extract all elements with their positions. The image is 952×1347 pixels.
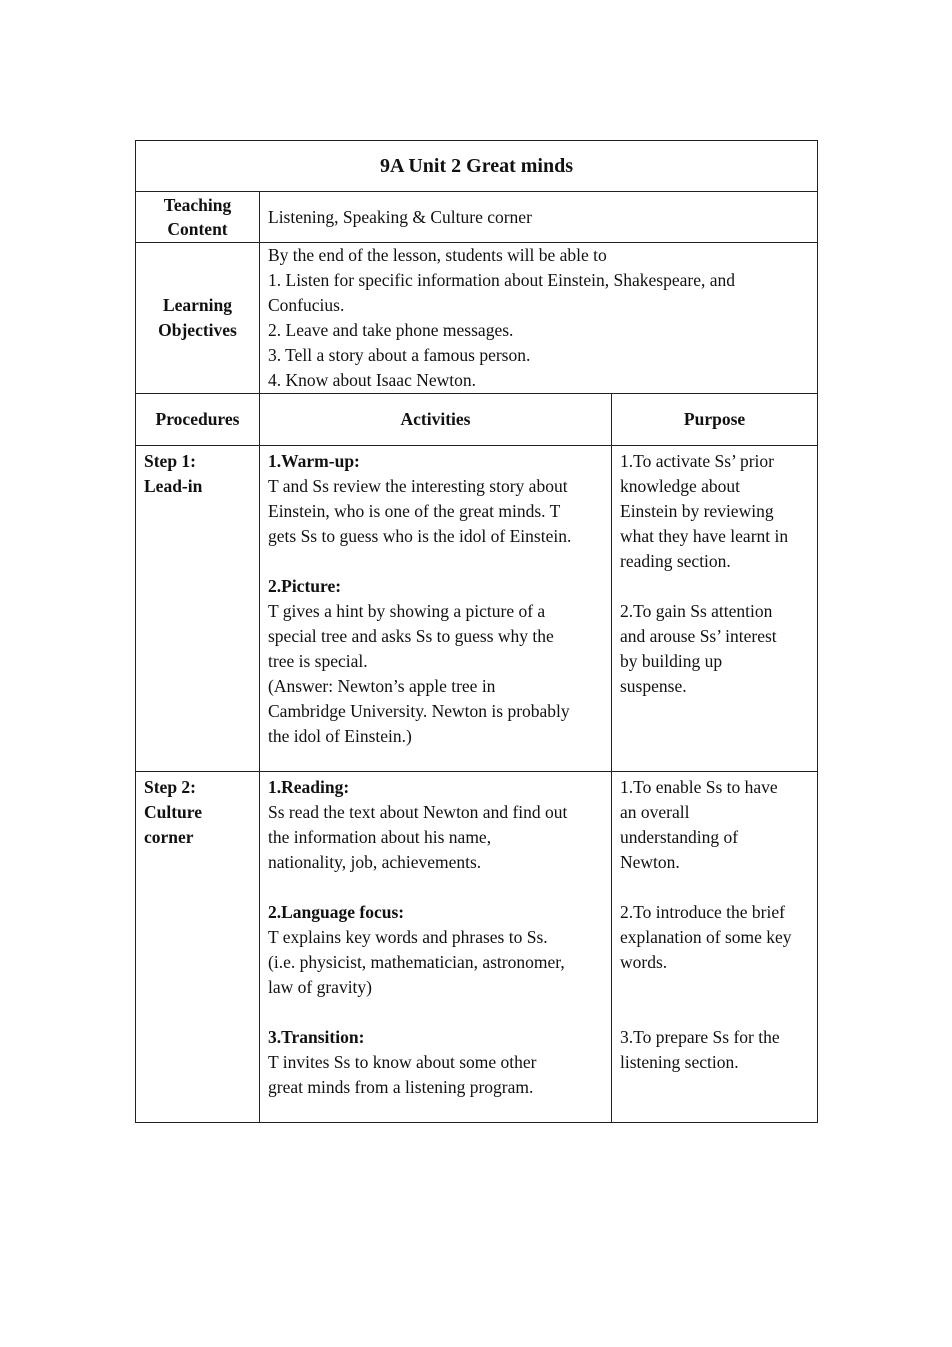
activity-line: Ss read the text about Newton and find out	[268, 802, 568, 822]
learning-objectives-label	[136, 243, 260, 394]
objective-line: 1. Listen for specific information about Einstein, Shakespeare, and	[268, 270, 736, 290]
activity-line: (Answer: Newton’s apple tree in	[268, 676, 496, 696]
purpose-line: and arouse Ss’ interest	[620, 626, 777, 646]
label-line: Content	[167, 219, 228, 239]
purpose-line: 2.To gain Ss attention	[620, 601, 773, 621]
step-2-activities	[260, 772, 612, 1123]
spacer	[268, 875, 603, 900]
objective-line: 2. Leave and take phone messages.	[268, 320, 514, 340]
step-1-activities	[260, 446, 612, 772]
purpose-line: Einstein by reviewing	[620, 501, 774, 521]
step-label-line: Culture	[144, 802, 203, 822]
purpose-line: 1.To activate Ss’ prior	[620, 451, 774, 471]
step-2-purposes	[612, 772, 818, 1123]
purpose-line: 2.To introduce the brief	[620, 902, 785, 922]
teaching-content-value: Listening, Speaking & Culture corner	[260, 192, 818, 243]
activity-heading: 2.Language focus:	[268, 902, 405, 922]
purpose-line: listening section.	[620, 1052, 739, 1072]
purpose-line: an overall	[620, 802, 690, 822]
activity-heading: 1.Warm-up:	[268, 451, 360, 471]
activity-line: (i.e. physicist, mathematician, astronomer,	[268, 952, 565, 972]
activity-line: T invites Ss to know about some other	[268, 1052, 537, 1072]
spacer	[268, 1000, 603, 1025]
purpose-line: by building up	[620, 651, 723, 671]
activity-line: Einstein, who is one of the great minds. T	[268, 501, 561, 521]
page-title: 9A Unit 2 Great minds	[136, 141, 818, 192]
spacer	[268, 549, 603, 574]
purpose-line: suspense.	[620, 676, 687, 696]
learning-objectives-list	[260, 243, 818, 394]
activity-line: T explains key words and phrases to Ss.	[268, 927, 548, 947]
objective-line: By the end of the lesson, students will be able to	[268, 245, 607, 265]
activity-line: T gives a hint by showing a picture of a	[268, 601, 546, 621]
activity-line: tree is special.	[268, 651, 368, 671]
step-1-label	[136, 446, 260, 772]
teaching-content-label	[136, 192, 260, 243]
purpose-line: reading section.	[620, 551, 731, 571]
purpose-line: what they have learnt in	[620, 526, 789, 546]
activities-header: Activities	[260, 394, 612, 446]
step-label-line: corner	[144, 827, 194, 847]
purpose-line: words.	[620, 952, 668, 972]
purpose-line: 3.To prepare Ss for the	[620, 1027, 780, 1047]
step-label-line: Step 1:	[144, 451, 197, 471]
header-row	[136, 394, 818, 446]
spacer	[620, 875, 809, 900]
activity-line: nationality, job, achievements.	[268, 852, 482, 872]
activity-line: the idol of Einstein.)	[268, 726, 412, 746]
spacer	[620, 1000, 809, 1025]
step-label-line: Lead-in	[144, 476, 203, 496]
activity-line: Cambridge University. Newton is probably	[268, 701, 570, 721]
teaching-content-row	[136, 192, 818, 243]
activity-line: great minds from a listening program.	[268, 1077, 534, 1097]
purpose-line: knowledge about	[620, 476, 741, 496]
step-1-purposes	[612, 446, 818, 772]
label-line: Objectives	[158, 320, 237, 340]
procedures-header: Procedures	[136, 394, 260, 446]
activity-line: law of gravity)	[268, 977, 372, 997]
activity-heading: 1.Reading:	[268, 777, 350, 797]
learning-objectives-row	[136, 243, 818, 394]
objective-line: Confucius.	[268, 295, 345, 315]
purpose-line: understanding of	[620, 827, 739, 847]
activity-line: the information about his name,	[268, 827, 492, 847]
purpose-line: explanation of some key	[620, 927, 792, 947]
step-label-line: Step 2:	[144, 777, 197, 797]
label-line: Learning	[162, 295, 233, 315]
objective-line: 3. Tell a story about a famous person.	[268, 345, 531, 365]
table-row	[136, 446, 818, 772]
lesson-plan-table	[135, 140, 818, 1123]
step-2-label	[136, 772, 260, 1123]
activity-line: T and Ss review the interesting story about	[268, 476, 568, 496]
purpose-line: Newton.	[620, 852, 680, 872]
activity-line: gets Ss to guess who is the idol of Einstein.	[268, 526, 572, 546]
activity-line: special tree and asks Ss to guess why the	[268, 626, 554, 646]
table-row	[136, 772, 818, 1123]
purpose-line: 1.To enable Ss to have	[620, 777, 778, 797]
label-line: Teaching	[163, 195, 232, 215]
objective-line: 4. Know about Isaac Newton.	[268, 370, 477, 390]
spacer	[620, 574, 809, 599]
activity-heading: 3.Transition:	[268, 1027, 365, 1047]
purpose-header: Purpose	[612, 394, 818, 446]
spacer	[620, 975, 809, 1000]
activity-heading: 2.Picture:	[268, 576, 342, 596]
title-row	[136, 141, 818, 192]
